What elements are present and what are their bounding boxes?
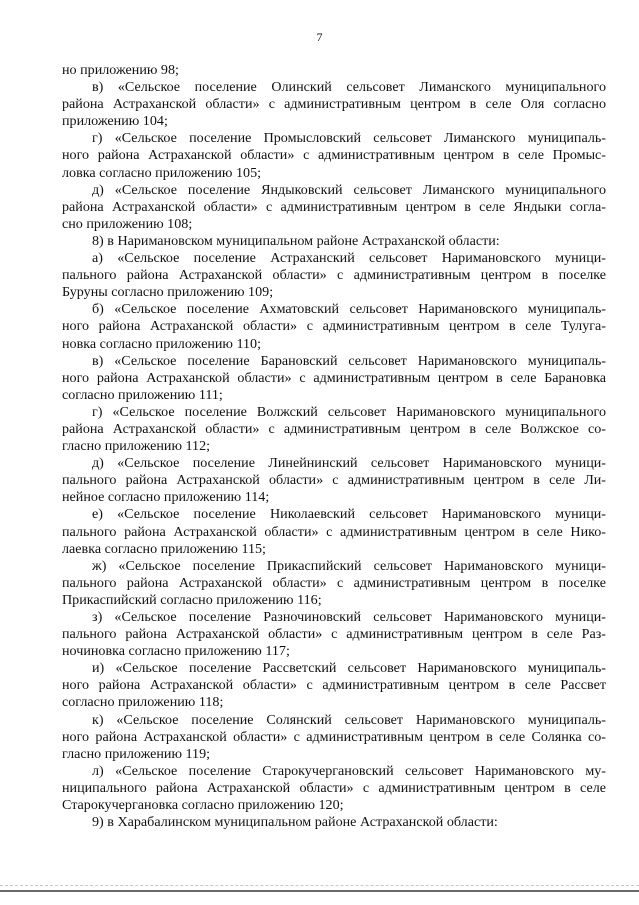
text-line: сно приложению 108; <box>62 215 193 232</box>
text-line: д) «Сельское поселение Линейнинский сельсовет Наримановского муници- <box>92 455 606 472</box>
text-line: ного района Астраханской области» с административным центром в селе Барановка <box>62 369 606 386</box>
text-line: согласно приложению 118; <box>62 694 224 711</box>
text-line: Прикаспийский согласно приложению 116; <box>62 591 322 608</box>
text-line: е) «Сельское поселение Николаевский сельсовет Наримановского муници- <box>92 506 606 523</box>
text-line: пального района Астраханской области» с административным центром в поселке <box>62 267 606 284</box>
scan-edge-dots <box>0 885 639 887</box>
text-line: 8) в Наримановском муниципальном районе Астраханской области: <box>92 232 500 249</box>
text-line: г) «Сельское поселение Волжский сельсовет Наримановского муниципального <box>92 403 606 420</box>
text-line: ного района Астраханской области» с административным центром в селе Тулуга- <box>62 318 606 335</box>
text-line: согласно приложению 111; <box>62 386 223 403</box>
page-number: 7 <box>316 30 323 44</box>
text-line: Старокучергановка согласно приложению 120; <box>62 797 344 814</box>
text-line: ниципального района Астраханской области» с административным центром в селе <box>62 779 606 796</box>
text-line: ж) «Сельское поселение Прикаспийский сельсовет Наримановского муници- <box>92 557 606 574</box>
text-line: 9) в Харабалинском муниципальном районе Астраханской области: <box>92 814 498 831</box>
text-line: приложению 104; <box>62 113 168 130</box>
text-line: ного района Астраханской области» с административным центром в селе Рассвет <box>62 677 606 694</box>
text-line: района Астраханской области» с административным центром в селе Волжское со- <box>62 420 606 437</box>
text-line: пального района Астраханской области» с административным центром в селе Нико- <box>62 523 606 540</box>
text-line: ного района Астраханской области» с административным центром в селе Промыс- <box>62 147 606 164</box>
text-line: района Астраханской области» с административным центром в селе Оля согласно <box>62 96 606 113</box>
text-line: з) «Сельское поселение Разночиновский сельсовет Наримановского муници- <box>92 609 606 625</box>
text-line: ного района Астраханской области» с административным центром в селе Солянка со- <box>62 728 606 745</box>
text-line: гласно приложению 112; <box>62 438 211 455</box>
text-line: ловка согласно приложению 105; <box>62 164 262 181</box>
text-line: в) «Сельское поселение Олинский сельсовет Лиманского муниципального <box>92 79 606 96</box>
scan-edge-line <box>0 890 639 892</box>
text-line: б) «Сельское поселение Ахматовский сельсовет Наримановского муниципаль- <box>92 301 606 318</box>
document-body <box>62 62 606 831</box>
text-line: к) «Сельское поселение Солянский сельсовет Наримановского муниципаль- <box>92 711 606 728</box>
text-line: новка согласно приложению 110; <box>62 335 262 352</box>
text-line: и) «Сельское поселение Рассветский сельсовет Наримановского муниципаль- <box>92 660 606 677</box>
text-line: пального района Астраханской области» с административным центром в поселке <box>62 574 606 591</box>
text-line: ночиновка согласно приложению 117; <box>62 643 290 660</box>
text-line: пального района Астраханской области» с административным центром в селе Раз- <box>62 626 606 643</box>
text-line: района Астраханской области» с административным центром в селе Яндыки согла- <box>62 198 606 215</box>
text-line: в) «Сельское поселение Барановский сельсовет Наримановского муниципаль- <box>92 352 606 369</box>
text-line: д) «Сельское поселение Яндыковский сельсовет Лиманского муниципального <box>92 181 606 198</box>
text-line: г) «Сельское поселение Промысловский сельсовет Лиманского муниципаль- <box>92 130 606 147</box>
text-line: гласно приложению 119; <box>62 745 211 762</box>
text-line: а) «Сельское поселение Астраханский сельсовет Наримановского муници- <box>92 250 606 267</box>
text-line: лаевка согласно приложению 115; <box>62 540 266 557</box>
text-line: Буруны согласно приложению 109; <box>62 284 274 301</box>
text-line: л) «Сельское поселение Старокучергановский сельсовет Наримановского му- <box>92 762 606 779</box>
text-line: нейное согласно приложению 114; <box>62 489 270 506</box>
text-line: но приложению 98; <box>62 62 179 78</box>
text-line: пального района Астраханской области» с административным центром в селе Ли- <box>62 472 606 489</box>
